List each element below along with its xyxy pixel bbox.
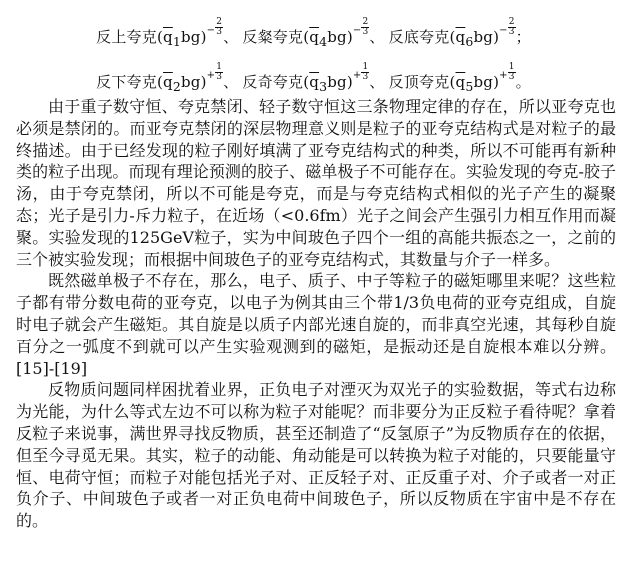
paren-close: ) xyxy=(493,28,500,47)
formula-term xyxy=(96,17,239,50)
bg-symbol: bg xyxy=(180,28,201,47)
paragraph-1: 由于重子数守恒、夸克禁闭、轻子数守恒这三条物理定律的存在，所以亚夸克也必须是禁闭的。而亚夸克禁闭的深层物理意义则是粒子的亚夸克结构式是对粒子的最终描述。由于已经发现的粒子刚好填满了亚夸克结构式的种类，所以不可能再有新种类的粒子出现。而现有理论预测的胶子、磁单极子不可能存在。实验发现的夸克-胶子汤，由于夸克禁闭，所以不可能是夸克，而是与夸克结构式相似的光子产生的凝聚态；光子是引力-斥力粒子，在近场（<0.6fm）光子之间会产生强引力相互作用而凝聚。实验发现的125GeV粒子，实为中间玻色子四个一组的高能共振态之一，之前的三个被实验发现；而根据中间玻色子的亚夸克结构式，其数量与介子一样多。 xyxy=(16,97,616,269)
bg-symbol: bg xyxy=(473,28,494,47)
bg-symbol: bg xyxy=(473,73,494,92)
exponent-sign: − xyxy=(206,25,216,37)
formula-term xyxy=(242,17,385,50)
q-bar-symbol: $\overline{q}$ xyxy=(309,28,320,47)
q-subscript: 2 xyxy=(172,79,181,95)
fraction-numerator: 2 xyxy=(216,17,223,27)
paragraph-2: 既然磁单极子不存在，那么，电子、质子、中子等粒子的磁矩哪里来呢？这些粒子都有带分数电荷的亚夸克，以电子为例其由三个带1/3负电荷的亚夸克组成，自旋时电子就会产生磁矩。其自旋是以质子内部光速自旋的，而非真空光速，其每秒自旋百分之一弧度不到就可以产生实验观测到的磁矩，是振动还是自旋根本难以分辨。[15]-[19] xyxy=(16,271,616,378)
formula-line-1 xyxy=(0,18,627,49)
bg-symbol: bg xyxy=(327,73,347,92)
fraction-denominator: 3 xyxy=(508,27,515,37)
exponent-sign: + xyxy=(206,70,216,82)
q-bar-symbol: $\overline{q}$ xyxy=(455,73,466,92)
fraction-denominator: 3 xyxy=(362,27,369,37)
separator: 、 xyxy=(369,28,385,47)
bg-symbol: bg xyxy=(327,28,347,47)
antiquark-name: 反顶夸克 xyxy=(388,73,450,92)
separator: 、 xyxy=(369,73,385,92)
q-bar-symbol: $\overline{q}$ xyxy=(163,73,173,92)
formula-line-2 xyxy=(0,63,627,94)
q-subscript: 1 xyxy=(172,34,181,50)
fraction-numerator: 1 xyxy=(508,62,515,72)
paren-close: ) xyxy=(200,28,207,47)
q-bar-symbol: $\overline{q}$ xyxy=(163,28,173,47)
paren-close: ) xyxy=(200,73,207,92)
fraction-numerator: 1 xyxy=(362,62,369,72)
fraction-denominator: 3 xyxy=(216,27,223,37)
paren-close: ) xyxy=(346,28,353,47)
antiquark-name: 反底夸克 xyxy=(388,28,450,47)
fraction-numerator: 2 xyxy=(508,17,515,27)
bg-symbol: bg xyxy=(180,73,201,92)
body-text xyxy=(16,96,616,532)
q-subscript: 5 xyxy=(465,79,474,95)
q-bar-symbol: $\overline{q}$ xyxy=(455,28,466,47)
formula-term xyxy=(242,62,385,95)
antiquark-name: 反上夸克 xyxy=(96,28,157,47)
antiquark-name: 反奇夸克 xyxy=(242,73,304,92)
paren-open: ( xyxy=(303,73,310,92)
exponent-fraction xyxy=(508,63,516,82)
paren-open: ( xyxy=(449,28,456,47)
paren-open: ( xyxy=(156,28,163,47)
formula-term xyxy=(388,17,531,50)
exponent-sign: + xyxy=(352,70,362,82)
fraction-numerator: 1 xyxy=(216,62,223,72)
paren-open: ( xyxy=(156,73,163,92)
paren-close: ) xyxy=(346,73,353,92)
exponent-sign: + xyxy=(499,70,508,82)
fraction-numerator: 2 xyxy=(362,17,369,27)
fraction-denominator: 3 xyxy=(508,72,515,82)
separator: ； xyxy=(515,28,531,47)
fraction-denominator: 3 xyxy=(362,72,369,82)
paren-open: ( xyxy=(303,28,310,47)
separator: 、 xyxy=(223,28,239,47)
antiquark-name: 反粲夸克 xyxy=(242,28,304,47)
exponent-sign: − xyxy=(352,25,362,37)
antiquark-name: 反下夸克 xyxy=(96,73,157,92)
exponent-fraction xyxy=(215,18,223,37)
exponent-sign: − xyxy=(499,25,508,37)
paragraph-3: 反物质问题同样困扰着业界，正负电子对湮灭为双光子的实验数据，等式右边称为光能，为什么等式左边不可以称为粒子对能呢？而非要分为正反粒子看待呢？拿着反粒子来说事，满世界寻找反物质，甚至还制造了“反氢原子”为反物质存在的依据，但至今寻觅无果。其实，粒子的动能、角动能是可以转换为粒子对能的，只要能量守恒、电荷守恒；而粒子对能包括光子对、正反轻子对、正反重子对、介子或者一对正负介子、中间玻色子或者一对正负电荷中间玻色子，所以反物质在宇宙中是不存在的。 xyxy=(16,380,616,531)
formula-term xyxy=(388,62,531,95)
exponent-fraction xyxy=(508,18,516,37)
q-subscript: 6 xyxy=(465,34,474,50)
separator: 、 xyxy=(223,73,239,92)
q-bar-symbol: $\overline{q}$ xyxy=(309,73,320,92)
formula-term xyxy=(96,62,239,95)
exponent-fraction xyxy=(215,63,223,82)
separator: 。 xyxy=(515,73,531,92)
paren-close: ) xyxy=(493,73,500,92)
fraction-denominator: 3 xyxy=(216,72,223,82)
q-subscript: 3 xyxy=(319,79,328,95)
q-subscript: 4 xyxy=(319,34,328,50)
paren-open: ( xyxy=(449,73,456,92)
